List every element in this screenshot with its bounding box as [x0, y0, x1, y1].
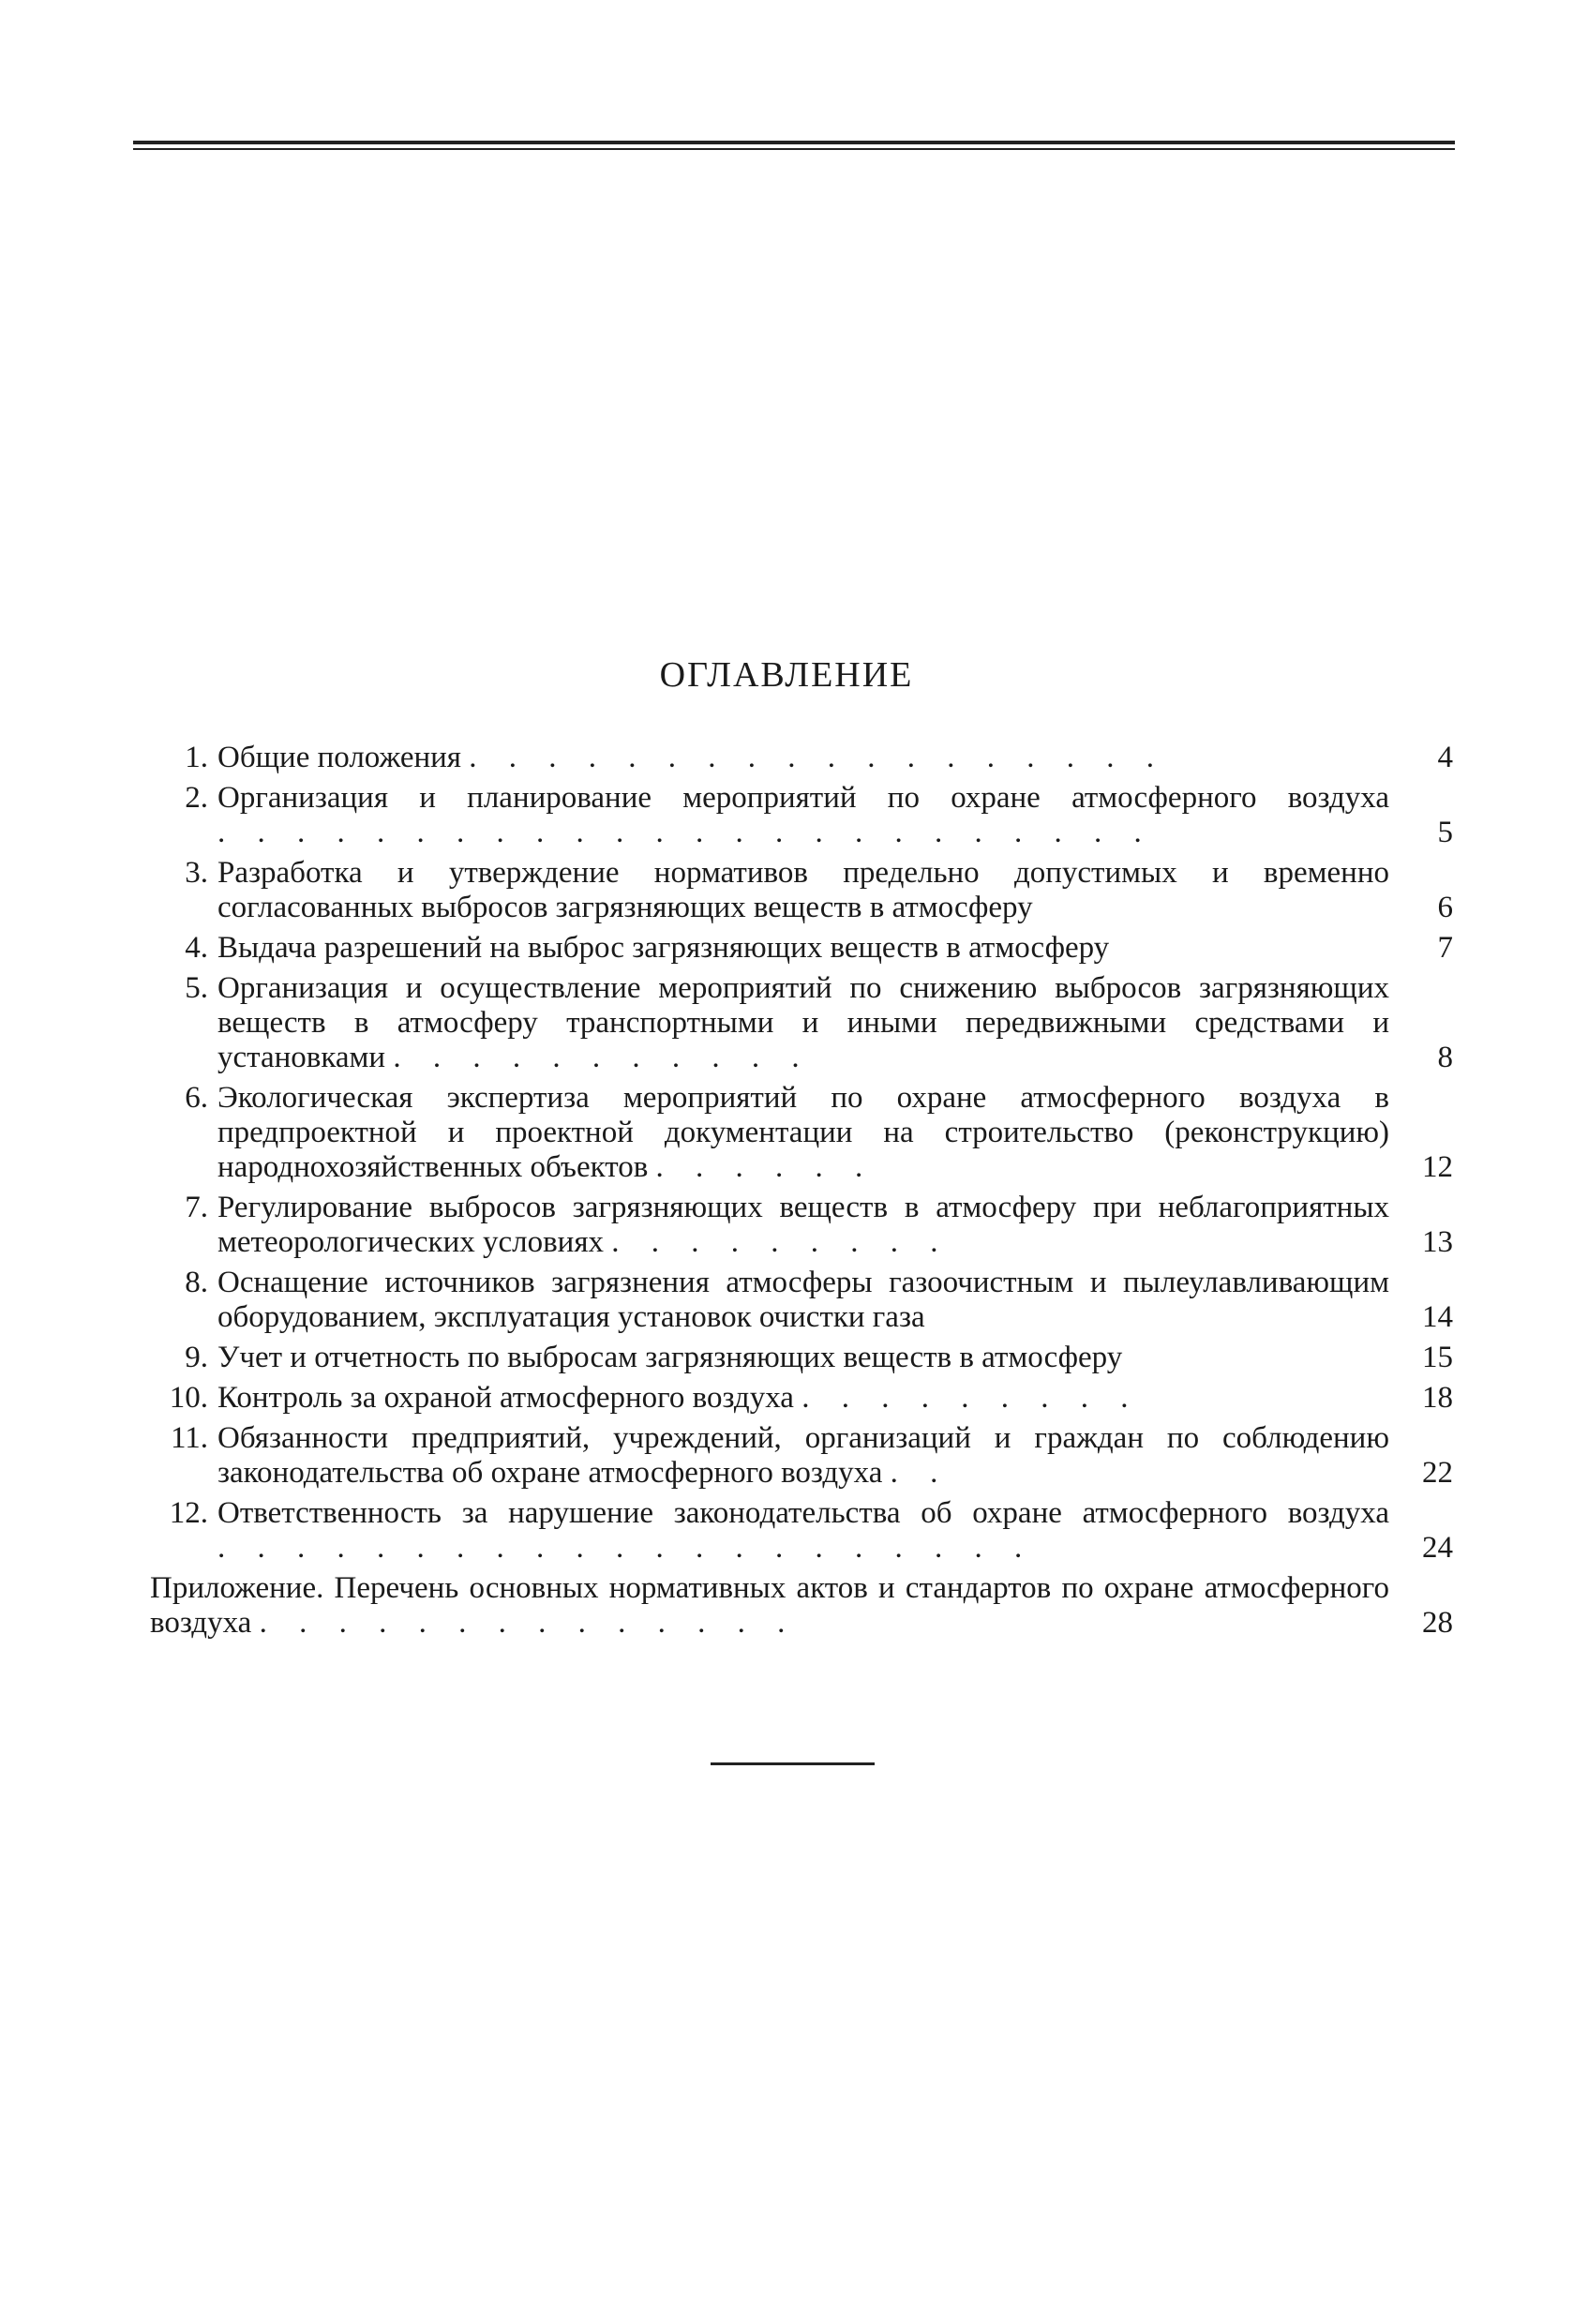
toc-entry-number: 2.	[185, 781, 208, 815]
toc-entry-text-block	[217, 1496, 1406, 1566]
toc-entry-page: 14	[1422, 1300, 1453, 1334]
toc-entry-leader: . . . . . .	[655, 1150, 876, 1184]
toc-entry-11	[150, 1421, 1453, 1491]
toc-entry-page: 28	[1422, 1606, 1453, 1640]
toc-entry-9	[150, 1341, 1453, 1375]
toc-entry-page: 7	[1437, 931, 1453, 965]
toc-entry-title: Организация и планирование мероприятий по охране атмосферного воздуха	[217, 781, 1389, 815]
toc-entry-7	[150, 1191, 1453, 1260]
toc-entry-page: 13	[1422, 1225, 1453, 1259]
toc-entry-number: 8.	[185, 1266, 208, 1299]
toc-appendix-title: Приложение. Перечень основных нормативных актов и стандартов по охране атмосферного воздуха	[150, 1571, 1389, 1640]
toc-entry-6	[150, 1081, 1453, 1185]
table-of-contents	[150, 741, 1453, 1646]
toc-entry-leader: . . . . . . . . . . . . . . . . . . . . .	[217, 1531, 1035, 1565]
toc-entry-text-block	[217, 1081, 1406, 1185]
toc-entry-number: 5.	[185, 971, 208, 1005]
toc-entry-page: 6	[1437, 891, 1453, 924]
toc-entry-text-block	[217, 971, 1406, 1075]
toc-entry-title: Ответственность за нарушение законодательства об охране атмосферного воздуха	[217, 1496, 1389, 1530]
toc-entry-1	[150, 741, 1453, 775]
toc-entry-number: 12.	[169, 1496, 208, 1530]
toc-entry-text-block	[217, 856, 1406, 925]
top-rule-thin	[133, 148, 1455, 150]
toc-entry-page: 18	[1422, 1381, 1453, 1415]
toc-title: ОГЛАВЛЕНИЕ	[659, 655, 914, 695]
bottom-rule	[711, 1762, 875, 1765]
toc-entry-leader: . .	[890, 1456, 951, 1490]
toc-entry-text-block	[217, 931, 1406, 966]
toc-entry-title: Учет и отчетность по выбросам загрязняющих веществ в атмосферу	[217, 1341, 1123, 1374]
toc-entry-4	[150, 931, 1453, 966]
toc-entry-number: 7.	[185, 1191, 208, 1224]
toc-entry-page: 5	[1437, 816, 1453, 849]
toc-entry-number: 1.	[185, 741, 208, 774]
toc-entry-leader: . . . . . . . . . . .	[393, 1041, 812, 1074]
toc-entry-leader: . . . . . . . . . . . . . . . . . .	[469, 741, 1166, 774]
toc-entry-appendix	[150, 1571, 1453, 1641]
toc-entry-number: 6.	[185, 1081, 208, 1115]
toc-entry-page: 22	[1422, 1456, 1453, 1490]
toc-entry-number: 4.	[185, 931, 208, 965]
toc-entry-2	[150, 781, 1453, 850]
toc-entry-title: Экологическая экспертиза мероприятий по охране атмосферного воздуха в предпроектной и проектной документации на строительство (реконструкцию) народнохозяйственных объектов	[217, 1081, 1389, 1184]
toc-entry-title: Общие положения	[217, 741, 461, 774]
toc-entry-title: Организация и осуществление мероприятий по снижению выбросов загрязняющих веществ в атмосферу транспортными и иными передвижными средствами и установками	[217, 971, 1389, 1074]
toc-entry-page: 8	[1437, 1041, 1453, 1074]
toc-entry-text-block	[217, 1191, 1406, 1260]
toc-entry-3	[150, 856, 1453, 925]
toc-entry-text-block	[150, 1571, 1406, 1641]
toc-entry-number: 9.	[185, 1341, 208, 1374]
toc-entry-leader: . . . . . . . . .	[611, 1225, 951, 1259]
toc-entry-text-block	[217, 781, 1406, 850]
toc-entry-number: 11.	[170, 1421, 208, 1455]
toc-entry-page: 12	[1422, 1150, 1453, 1184]
toc-entry-5	[150, 971, 1453, 1075]
toc-entry-leader: . . . . . . . . .	[801, 1381, 1141, 1415]
toc-entry-text-block	[217, 1266, 1406, 1335]
toc-entry-title: Выдача разрешений на выброс загрязняющих веществ в атмосферу	[217, 931, 1110, 965]
toc-entry-text-block	[217, 741, 1406, 775]
toc-entry-8	[150, 1266, 1453, 1335]
toc-entry-number: 10.	[169, 1381, 208, 1415]
toc-entry-number: 3.	[185, 856, 208, 890]
toc-entry-page: 4	[1437, 741, 1453, 774]
toc-entry-10	[150, 1381, 1453, 1416]
toc-entry-text-block	[217, 1421, 1406, 1491]
top-rule-thick	[133, 141, 1455, 144]
toc-entry-title: Оснащение источников загрязнения атмосферы газоочистным и пылеулавливающим оборудованием, эксплуатация установок очистки газа	[217, 1266, 1389, 1334]
toc-entry-text-block	[217, 1341, 1406, 1375]
toc-entry-title: Контроль за охраной атмосферного воздуха	[217, 1381, 794, 1415]
toc-entry-page: 24	[1422, 1531, 1453, 1565]
toc-entry-leader: . . . . . . . . . . . . . . . . . . . . . . . .	[217, 816, 1154, 849]
toc-entry-title: Регулирование выбросов загрязняющих веществ в атмосферу при неблагоприятных метеорологических условиях	[217, 1191, 1389, 1259]
toc-entry-12	[150, 1496, 1453, 1566]
toc-entry-page: 15	[1422, 1341, 1453, 1374]
toc-entry-title: Разработка и утверждение нормативов предельно допустимых и временно согласованных выбросов загрязняющих веществ в атмосферу	[217, 856, 1389, 924]
toc-entry-text-block	[217, 1381, 1406, 1416]
toc-entry-title: Обязанности предприятий, учреждений, организаций и граждан по соблюдению законодательства об охране атмосферного воздуха	[217, 1421, 1389, 1490]
toc-entry-leader: . . . . . . . . . . . . . .	[259, 1606, 798, 1640]
top-double-rule	[133, 141, 1455, 152]
